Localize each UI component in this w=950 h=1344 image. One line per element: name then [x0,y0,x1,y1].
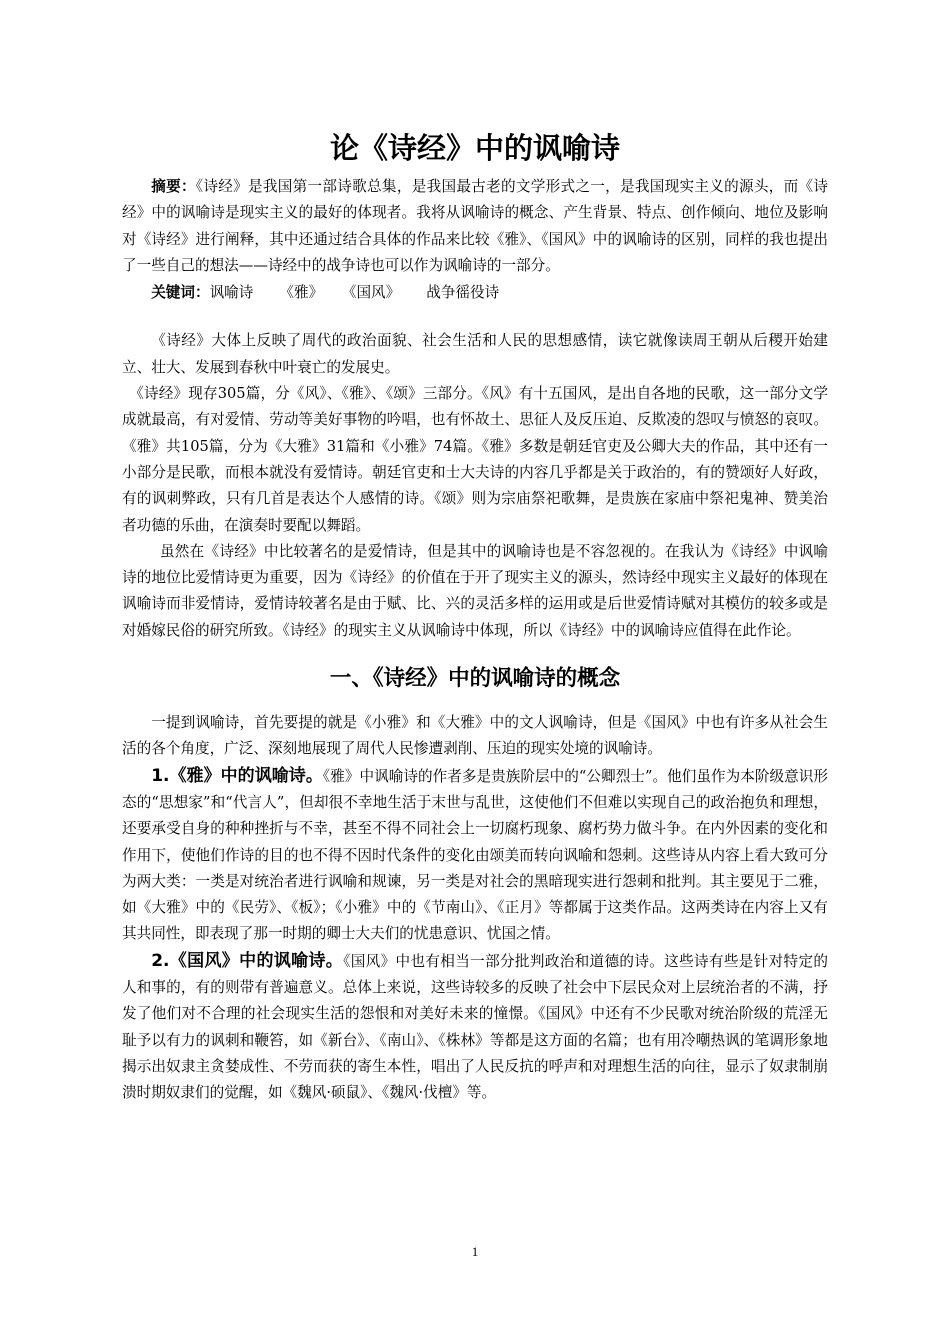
spacer [122,306,828,328]
subsection-paragraph-guofeng [122,948,828,1107]
section-intro-paragraph: 一提到讽喻诗，首先要提的就是《小雅》和《大雅》中的文人讽喻诗，但是《国风》中也有许多从社会生活的各个角度，广泛、深刻地展现了周代人民惨遭剥削、压迫的现实处境的讽喻诗。 [122,714,828,758]
keyword-item: 讽喻诗 [209,284,254,302]
subsection-label: 1.《雅》中的讽喻诗。 [151,765,323,786]
subsection-label: 2.《国风》中的讽喻诗。 [151,950,344,971]
keywords-line [122,280,828,306]
keywords-label: 关键词： [151,284,210,302]
subsection-text: 《雅》中讽喻诗的作者多是贵族阶层中的“公卿烈士”。他们虽作为本阶级意识形态的“思想家”和“代言人”，但却很不幸地生活于末世与乱世，这使他们不但难以实现自己的政治抱负和理想，还要承受自身的种种挫折与不幸，甚至不得不同社会上一切腐朽现象、腐朽势力做斗争。在内外因素的变化和作用下，使他们作诗的目的也不得不因时代条件的变化由颂美而转向讽喻和怨刺。这些诗从内容上看大致可分为两大类：一类是对统治者进行讽喻和规谏，另一类是对社会的黑暗现实进行怨刺和批判。其主要见于二雅，如《大雅》中的《民劳》、《板》；《小雅》中的《节南山》、《正月》等都属于这类作品。这两类诗在内容上又有其共同性，即表现了那一时期的卿士大夫们的忧患意识、忧国之情。 [122,767,828,943]
page-title: 论《诗经》中的讽喻诗 [329,131,620,165]
abstract-text: 《诗经》是我国第一部诗歌总集，是我国最古老的文学形式之一，是我国现实主义的源头，而《诗经》中的讽喻诗是现实主义的最好的体现者。我将从讽喻诗的概念、产生背景、特点、创作倾向、地位及影响对《诗经》进行阐释，其中还通过结合具体的作品来比较《雅》、《国风》中的讽喻诗的区别，同样的我也提出了一些自己的想法——诗经中的战争诗也可以作为讽喻诗的一部分。 [122,178,828,274]
page-content [122,128,828,1107]
section-heading: 一、《诗经》中的讽喻诗的概念 [329,666,621,692]
keyword-item: 《国风》 [349,284,401,302]
body-paragraph: 《诗经》大体上反映了周代的政治面貌、社会生活和人民的思想感情，读它就像读周王朝从后稷开始建立、壮大、发展到春秋中叶衰亡的发展史。 [122,332,828,376]
body-paragraph: 《诗经》现存305篇，分《风》、《雅》、《颂》三部分。《风》有十五国风，是出自各地的民歌，这一部分文学成就最高，有对爱情、劳动等美好事物的吟唱，也有怀故土、思征人及反压迫、反欺凌的怨叹与愤怒的哀叹。《雅》共105篇，分为《大雅》31篇和《小雅》74篇。《雅》多数是朝廷官吏及公卿大夫的作品，其中还有一小部分是民歌，而根本就没有爱情诗。朝廷官吏和士大夫诗的内容几乎都是关于政治的，有的赞颂好人好政，有的讽刺弊政，只有几首是表达个人感情的诗。《颂》则为宗庙祭祀歌舞，是贵族在家庙中祭祀鬼神、赞美治者功德的乐曲，在演奏时要配以舞蹈。 [122,385,828,534]
abstract-label: 摘要： [151,178,196,195]
page-number: 1 [471,1244,479,1259]
subsection-text: 《国风》中也有相当一部分批判政治和道德的诗。这些诗有些是针对特定的人和事的，有的则带有普遍意义。总体上来说，这些诗较多的反映了社会中下层民众对上层统治者的不满，抒发了他们对不合理的社会现实生活的怨恨和对美好未来的憧憬。《国风》中还有不少民歌对统治阶级的荒淫无耻予以有力的讽刺和鞭笞，如《新台》、《南山》、《株林》等都是这方面的名篇；也有用冷嘲热讽的笔调形象地揭示出奴隶主贪婪成性、不劳而获的寄生本性，唱出了人民反抗的呼声和对理想生活的向往，显示了奴隶制崩溃时期奴隶们的觉醒，如《魏风·硕鼠》、《魏风·伐檀》等。 [122,952,829,1102]
keyword-item: 战争徭役诗 [426,284,500,302]
keyword-item: 《雅》 [279,284,324,302]
subsection-paragraph-ya [122,763,828,948]
abstract-paragraph [122,174,828,279]
body-paragraph: 虽然在《诗经》中比较著名的是爱情诗，但是其中的讽喻诗也是不容忽视的。在我认为《诗经》中讽喻诗的地位比爱情诗更为重要，因为《诗经》的价值在于开了现实主义的源头，然诗经中现实主义最好的体现在讽喻诗而非爱情诗，爱情诗较著名是由于赋、比、兴的灵活多样的运用或是后世爱情诗赋对其模仿的较多或是对婚嫁民俗的研究所致。《诗经》的现实主义从讽喻诗中体现，所以《诗经》中的讽喻诗应值得在此作论。 [122,542,828,639]
